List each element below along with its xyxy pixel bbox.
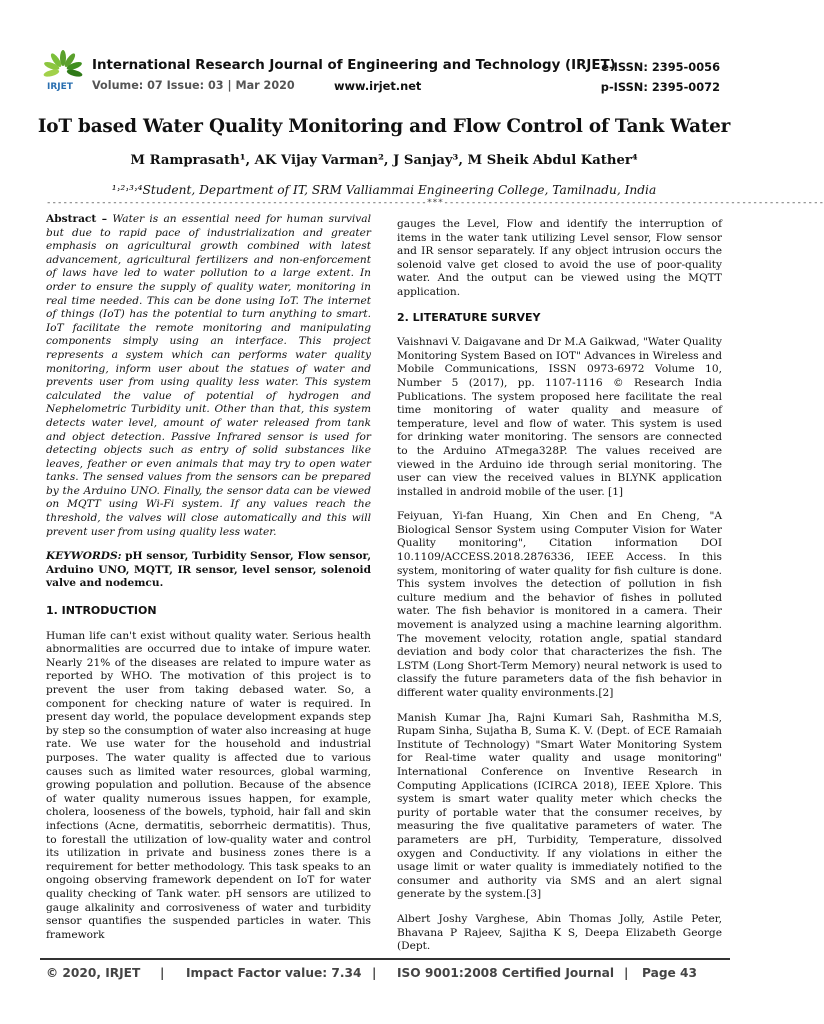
footer-iso: ISO 9001:2008 Certified Journal	[397, 966, 615, 980]
footer-separator: |	[372, 966, 377, 980]
abstract	[46, 213, 371, 539]
section-heading-introduction: 1. INTRODUCTION	[46, 604, 157, 618]
introduction-continuation: gauges the Level, Flow and identify the interruption of items in the water tank utilizing Level sensor, Flow sensor and IR sensor separately. If any object intrusion occurs the solenoid valve get closed to avoid the use of poor-quality water. And the output can be viewed using the MQTT application.	[397, 218, 722, 298]
section-heading-literature-survey: 2. LITERATURE SURVEY	[397, 310, 541, 324]
reference-paragraph-1: Vaishnavi V. Daigavane and Dr M.A Gaikwad, "Water Quality Monitoring System Based on IOT" Advances in Wireless and Mobile Communications, ISSN 0973-6972 Volume 10, Number 5 (2017), pp. 1107-1116 © Research India Publications. The system proposed here facilitate the real time monitoring of water quality and measure of temperature, level and flow of water. This system is used for drinking water monitoring. The sensors are connected to the Arduino ATmega328P. The values received are viewed in the Arduino ide through serial monitoring. The user can view the received values in BLYNK application installed in android mobile of the user. [1]	[397, 336, 722, 498]
p-issn: p-ISSN: 2395-0072	[600, 80, 720, 94]
footer-rule	[40, 958, 730, 960]
journal-website[interactable]: www.irjet.net	[334, 79, 422, 93]
volume-issue: Volume: 07 Issue: 03 | Mar 2020	[92, 79, 295, 92]
keywords	[46, 550, 371, 591]
keywords-text: pH sensor, Turbidity Sensor, Flow sensor, Arduino UNO, MQTT, IR sensor, level sensor, solenoid valve and nodemcu.	[46, 550, 372, 590]
paper-title: IoT based Water Quality Monitoring and Flow Control of Tank Water	[37, 116, 731, 137]
author-affiliation: ¹˒²˒³˒⁴Student, Department of IT, SRM Valliammai Engineering College, Tamilnadu, India	[111, 183, 657, 197]
logo-text: IRJET	[47, 82, 73, 92]
footer-separator: |	[624, 966, 629, 980]
abstract-label: Abstract –	[46, 213, 108, 225]
reference-paragraph-4: Albert Joshy Varghese, Abin Thomas Jolly, Astile Peter, Bhavana P Rajeev, Sajitha K S, Deepa Elizabeth George (Dept.	[397, 912, 722, 953]
abstract-text: Water is an essential need for human survival but due to rapid pace of industrialization and greater emphasis on agricultural growth combined with latest advancement, agricultural fertilizers and non-enforcement of laws have led to water pollution to a large extent. In order to ensure the supply of quality water, monitoring in real time needed. This can be done using IoT. The internet of things (IoT) has the potential to turn anything to smart. IoT facilitate the remote monitoring and manipulating components simply using an interface. This project represents a system which can performs water quality monitoring, inform user about the statues of water and prevents user from using quality less water. This system calculated the value of potential of hydrogen and Nephelometric Turbidity unit. Other than that, this system detects water level, amount of water released from tank and object detection. Passive Infrared sensor is used for detecting objects such as entry of solid substances like leaves, feather or even animals that may try to open water tanks. The sensed values from the sensors can be prepared by the Arduino UNO. Finally, the sensor data can be viewed on MQTT using Wi-Fi system. If any values reach the threshold, the valves will close automatically and this will prevent user from using quality less water.	[46, 213, 371, 538]
footer-copyright: © 2020, IRJET	[46, 966, 141, 980]
irjet-logo	[42, 50, 88, 94]
introduction-text: Human life can't exist without quality water. Serious health abnormalities are occurred due to intake of impure water. Nearly 21% of the diseases are related to impure water as reported by WHO. The motivation of this project is to prevent the user from taking debased water. So, a component for checking nature of water is required. In present day world, the populace development expands step by step so the consumption of water also increasing at huge rate. We use water for the household and industrial purposes. The water quality is affected due to various causes such as limited water resources, global warming, growing population and pollution. Because of the absence of water quality numerous issues happen, for example, cholera, looseness of the bowels, typhoid, hair fall and skin infections (Acne, dermatitis, seborrheic dermatitis). Thus, to forestall the utilization of low-quality water and control its utilization in private and business zones there is a requirement for better methodology. This task speaks to an ongoing observing framework dependent on IoT for water quality checking of Tank water. pH sensors are utilized to gauge alkalinity and corrosiveness of water and turbidity sensor quantifies the suspended particles in water. This framework	[46, 629, 371, 941]
left-column	[46, 213, 371, 953]
reference-paragraph-2: Feiyuan, Yi-fan Huang, Xin Chen and En Cheng, "A Biological Sensor System using Computer Vision for Water Quality monitoring", Citation information DOI 10.1109/ACCESS.2018.2876336, IEEE Access. In this system, monitoring of water quality for fish culture is done. This system involves the detection of pollution in fish culture medium and the behavior of fishes in polluted water. The fish behavior is monitored in a camera. Their movement is analyzed using a machine learning algorithm. The movement velocity, rotation angle, spatial standard deviation and body color that characterizes the fish. The LSTM (Long Short-Term Memory) neural network is used to classify the future parameters data of the fish behavior in different water quality environments.[2]	[397, 510, 722, 699]
footer-page-number: Page 43	[642, 966, 698, 980]
footer-impact-factor: Impact Factor value: 7.34	[186, 966, 362, 980]
keywords-label: KEYWORDS:	[46, 550, 122, 563]
separator-line: ---------------------------------------------------------------------***---------------------------------------------------------------------	[46, 198, 824, 208]
right-column	[397, 218, 722, 965]
footer-separator: |	[160, 966, 165, 980]
paper-authors: M Ramprasath¹, AK Vijay Varman², J Sanjay³, M Sheik Abdul Kather⁴	[130, 153, 638, 168]
e-issn: e-ISSN: 2395-0056	[601, 60, 720, 74]
reference-paragraph-3: Manish Kumar Jha, Rajni Kumari Sah, Rashmitha M.S, Rupam Sinha, Sujatha B, Suma K. V. (Dept. of ECE Ramaiah Institute of Technology) "Smart Water Monitoring System for Real-time water quality and usage monitoring" International Conference on Inventive Research in Computing Applications (ICIRCA 2018), IEEE Xplore. This system is smart water quality meter which checks the purity of portable water that the consumer receives, by measuring the five qualitative parameters of water. The parameters are pH, Turbidity, Temperature, dissolved oxygen and Conductivity. If any violations in either the usage limit or water quality is immediately notified to the consumer and authority via SMS and an alert signal generate by the system.[3]	[397, 711, 722, 901]
journal-name: International Research Journal of Engineering and Technology (IRJET)	[92, 58, 616, 73]
